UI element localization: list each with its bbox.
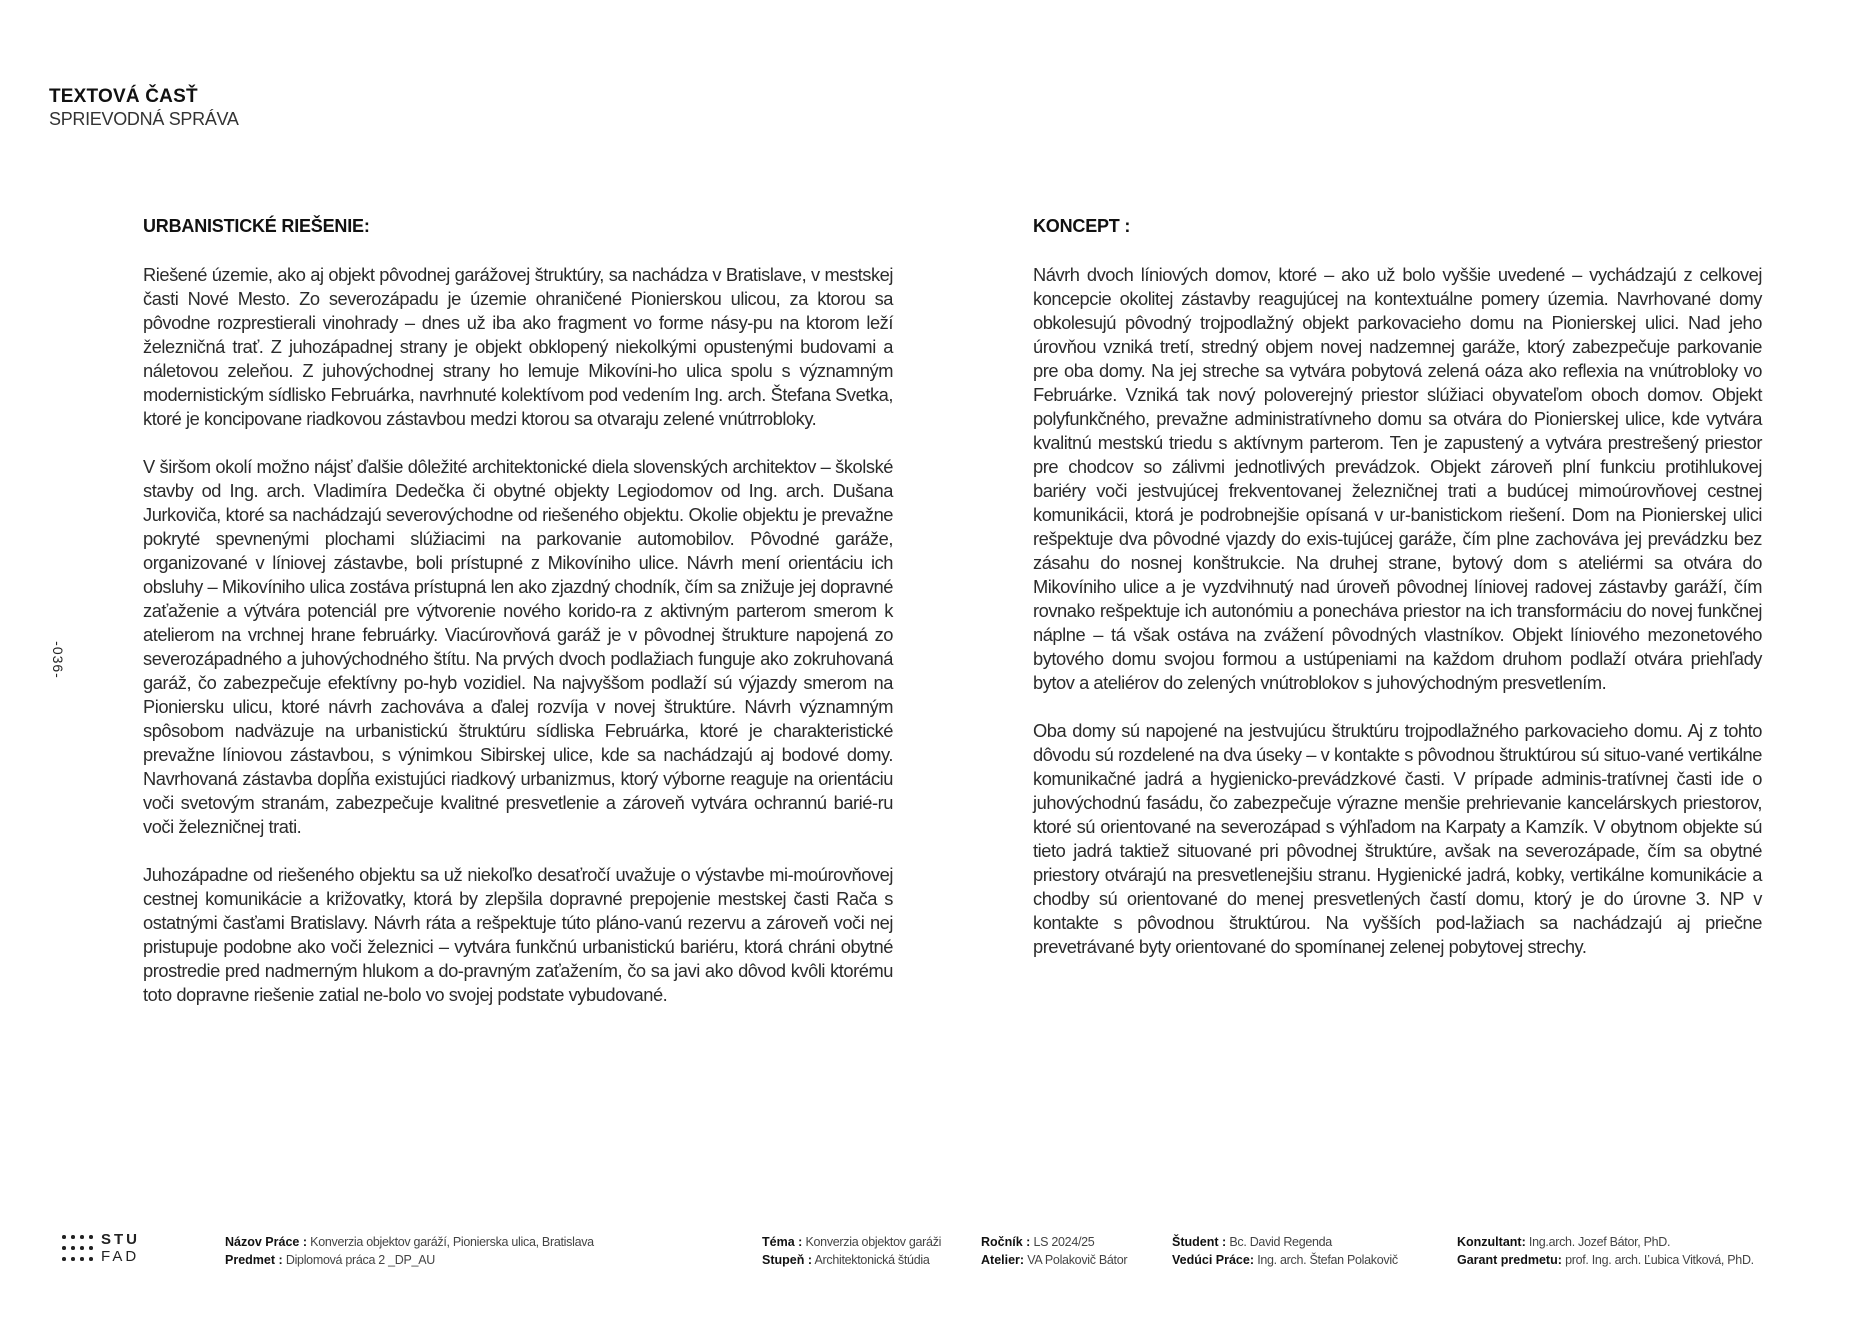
concept-heading: KONCEPT : bbox=[1033, 216, 1131, 236]
paragraph: Juhozápadne od riešeného objektu sa už niekoľko desaťročí uvažuje o výstavbe mi-moúrovňovej cestnej komunikácie a križovatky, ktorá by zlepšila dopravné prepojenie mestskej časti Rača s ostatnými časťami Bratislavy. Návrh ráta a rešpektuje túto pláno-vanú rezervu a zároveň voči nej pristupuje podobne ako voči železnici – vytvára funkčnú urbanistickú bariéru, ktorá chráni obytné prostredie pred nadmerným hlukom a do-pravným zaťažením, čo sa javi ako dôvod kvôli ktorému toto dopravne riešenie zatial ne-bolo vo svojej podstate vybudované. bbox=[143, 864, 893, 1005]
logo-dots-icon bbox=[62, 1235, 93, 1261]
urban-solution-column bbox=[143, 216, 893, 1031]
footer-field-consultant: Konzultant: Ing.arch. Jozef Bátor, PhD. bbox=[1457, 1235, 1671, 1249]
paragraph: Riešené územie, ako aj objekt pôvodnej garážovej štruktúry, sa nachádza v Bratislave, v mestskej časti Nové Mesto. Zo severozápadu je územie ohraničené Pionierskou ulicou, za ktorou sa pôvodne rozprestierali vinohrady – dnes už iba ako fragment vo forme násy-pu na ktorom leží železničná trať. Z juhozápadnej strany je objekt obklopený niekolkými opustenými budovami a náletovou zeleňou. Z juhovýchodnej strany ho lemuje Mikovíni-ho ulica spolu s významným modernistickým sídlisko Februárka, navrhnuté kolektívom pod vedením Ing. arch. Štefana Svetka, ktoré je koncipovane riadkovou zástavbou medzi ktorou sa otvaraju zelené vnútrrobloky. bbox=[143, 264, 893, 429]
footer-block-consultant bbox=[1457, 1233, 1754, 1269]
footer-field-theme: Téma : Konverzia objektov garáži bbox=[762, 1235, 942, 1249]
title-block-footer bbox=[0, 1228, 1872, 1278]
paragraph: Oba domy sú napojené na jestvujúcu štruktúru trojpodlažného parkovacieho domu. Aj z tohto dôvodu sú rozdelené na dva úseky – v kontakte s pôvodnou štruktúrou sú situo-vané vertikálne komunikačné jadrá a hygienicko-prevádzkové časti. V prípade adminis-tratívnej časti ide o juhovýchodnú fasádu, čo zabezpečuje výrazne menšie prehrievanie kancelárskych priestorov, ktoré sú orientované na severozápad s výhľadom na Karpaty a Kamzík. V obytnom objekte sú tieto jadrá taktiež situované pri pôvodnej štruktúre, avšak na severozápade, čím sa obytné priestory otvárajú na presvetlenejšiu stranu. Hygienické jadrá, kobky, vertikálne komunikácie a chodby sú orientované do menej presvetlených častí domu, ktorý je do úrovne 3. NP v kontakte s pôvodnou štruktúrou. Na vyšších pod-lažiach sa nachádzajú aj priečne prevetrávané byty orientované do spomínanej zelenej pobytovej strechy. bbox=[1033, 720, 1762, 957]
stu-fad-logo bbox=[62, 1231, 140, 1265]
footer-field-year: Ročník : LS 2024/25 bbox=[981, 1235, 1095, 1249]
footer-field-subject: Predmet : Diplomová práca 2 _DP_AU bbox=[225, 1253, 435, 1267]
paragraph: Návrh dvoch líniových domov, ktoré – ako už bolo vyššie uvedené – vychádzajú z celkovej koncepcie okolitej zástavby reagujúcej na kontextuálne pomery územia. Navrhované domy obkolesujú pôvodný trojpodlažný objekt parkovacieho domu na Pionierskej ulici. Nad jeho úrovňou vzniká tretí, stredný objem novej nadzemnej garáže, ktorý zabezpečuje parkovanie pre oba domy. Na jej streche sa vytvára pobytová zelená oáza ako reflexia na vnútrobloky vo Februárke. Vzniká tak nový poloverejný priestor slúžiaci obyvateľom oboch domov. Objekt polyfunkčného, prevažne administratívneho domu sa otvára do Pionierskej ulice, kde vytvára kvalitnú mestskú triedu s aktívnym parterom. Ten je zapustený a vytvára prestrešený priestor pre chodcov so zálivmi jednotlivých prevádzok. Objekt zároveň plní funkciu protihlukovej bariéry voči jestvujúcej frekventovanej železničnej trati a budúcej mimoúrovňovej cestnej komunikácii, ktorá je podrobnejšie opísaná v ur-banistickom riešení. Dom na Pionierskej ulici rešpektuje dva pôvodné vjazdy do exis-tujúcej garáže, čím plne zachováva jej prevádzku bez zásahu do nosnej konštrukcie. Na druhej strane, bytový dom s ateliérmi sa otvára do Mikovíniho ulice a je vyzdvihnutý nad úroveň pôvodnej líniovej radovej zástavby garáží, čím rovnako rešpektuje ich autonómiu a ponecháva priestor na ich transformáciu do novej funkčnej náplne – tá však ostáva na zvážení pôvodných vlastníkov. Objekt líniového mezonetového bytového domu svojou formou a ustúpeniami na každom druhom podlaží otvára priehľady bytov a ateliérov do zelených vnútroblokov s juhovýchodným presvetlením. bbox=[1033, 264, 1762, 693]
footer-field-studio: Atelier: VA Polakovič Bátor bbox=[981, 1253, 1128, 1267]
paragraph: V širšom okolí možno nájsť ďalšie dôležité architektonické diela slovenských architektov – školské stavby od Ing. arch. Vladimíra Dedečka či obytné objekty Legiodomov od Ing. arch. Dušana Jurkoviča, ktoré sa nachádzajú severovýchodne od riešeného objektu. Okolie objektu je prevažne pokryté spevnenými plochami slúžiacimi na parkovanie automobilov. Pôvodné garáže, organizované v líniovej zástavbe, boli prístupné z Mikovíniho ulice. Návrh mení orientáciu ich obsluhy – Mikovíniho ulica zostáva prístupná len ako zjazdný chodník, čím sa znižuje jej dopravné zaťaženie a výtvára potenciál pre výtvorenie nového korido-ra z aktivným parterom smerom k atelierom na vrchnej hrane februárky. Viacúrovňová garáž je v pôvodnej štrukture napojená zo severozápadného a juhovýchodného štítu. Na prvých dvoch podlažiach funguje ako zokruhovaná garáž, čo zabezpečuje efektívny po-hyb vozidiel. Na najvyššom podlaží sú výjazdy smerom na Pioniersku ulicu, ktoré návrh zachováva a ďalej rozvíja v novej štruktúre. Návrh významným spôsobom nadväzuje na urbanistickú štruktúru sídliska Februárka, ktoré je charakteristické prevažne líniovou zástavbou, s výnimkou Sibirskej ulice, kde sa nachádzajú aj bodové domy. Navrhovaná zástavba dopĺňa existujúci riadkový urbanizmus, ktorý výborne reaguje na orientáciu voči svetovým stranám, zabezpečuje kvalitné presvetlenie a zároveň vytvára ochrannú barié-ru voči železničnej trati. bbox=[143, 456, 893, 837]
footer-field-stage: Stupeň : Architektonická štúdia bbox=[762, 1253, 930, 1267]
concept-column bbox=[1033, 216, 1762, 983]
urban-solution-heading: URBANISTICKÉ RIEŠENIE: bbox=[143, 216, 370, 236]
section-title: TEXTOVÁ ČASŤ bbox=[49, 86, 198, 107]
footer-block-project bbox=[225, 1233, 594, 1269]
footer-block-student bbox=[1172, 1233, 1398, 1269]
footer-block-year bbox=[981, 1233, 1127, 1269]
logo-text-stu: STU bbox=[101, 1231, 140, 1248]
footer-block-theme bbox=[762, 1233, 941, 1269]
footer-field-student: Študent : Bc. David Regenda bbox=[1172, 1235, 1332, 1249]
section-subtitle: SPRIEVODNÁ SPRÁVA bbox=[49, 109, 239, 129]
page-number: -036- bbox=[50, 641, 66, 679]
footer-field-guarantor: Garant predmetu: prof. Ing. arch. Ľubica Vitková, PhD. bbox=[1457, 1253, 1754, 1267]
logo-text-fad: FAD bbox=[101, 1248, 140, 1265]
footer-field-supervisor: Vedúci Práce: Ing. arch. Štefan Polakovič bbox=[1172, 1253, 1398, 1267]
footer-field-title: Názov Práce : Konverzia objektov garáží, Pionierska ulica, Bratislava bbox=[225, 1235, 594, 1249]
page-header bbox=[49, 86, 239, 130]
